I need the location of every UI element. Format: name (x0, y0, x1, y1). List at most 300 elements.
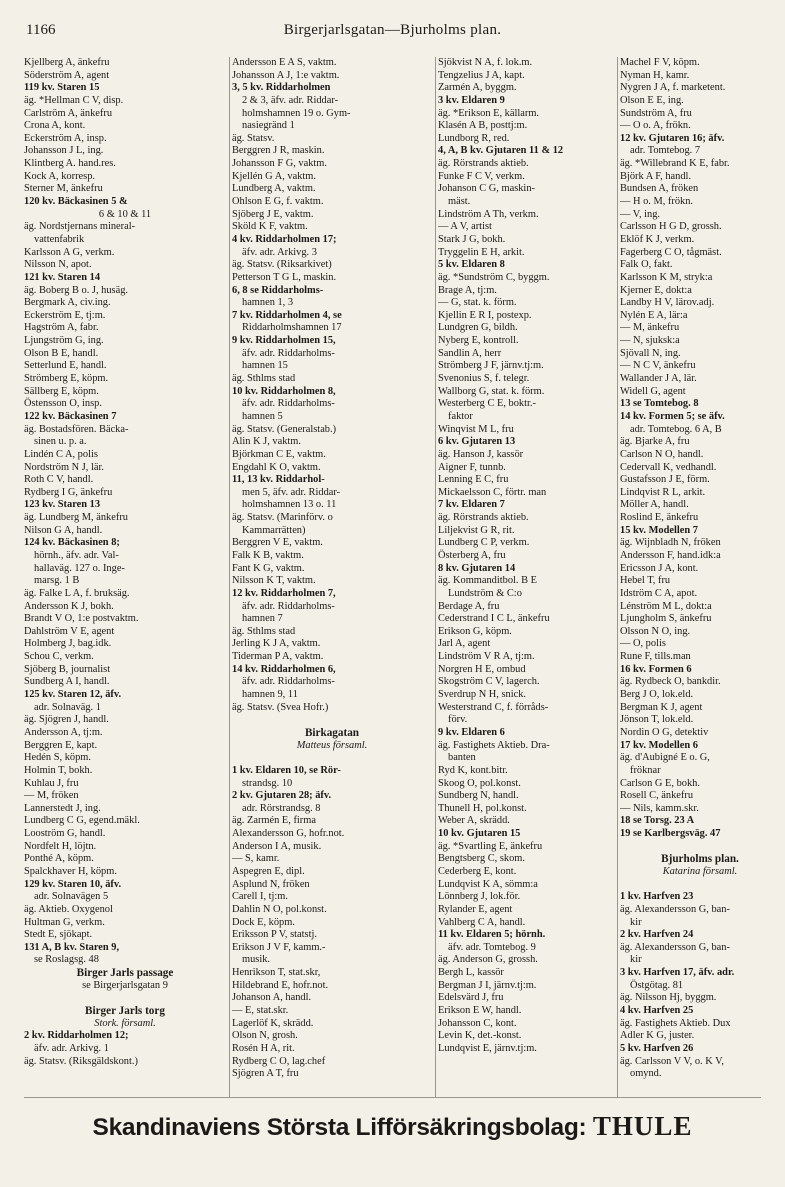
directory-entry: Skogström C V, lagerch. (438, 676, 540, 688)
directory-entry: Eckerström A, insp. (24, 132, 107, 144)
directory-entry: Levin K, det.-konst. (438, 1030, 522, 1042)
directory-entry: Carlsson H G D, grossh. (620, 221, 722, 233)
address-entry: 119 kv. Staren 15 (24, 82, 100, 94)
entry-continuation: kir (630, 954, 642, 966)
directory-entry: Ericsson J A, kont. (620, 562, 699, 574)
directory-entry: Nyberg E, kontroll. (438, 335, 519, 347)
advertisement-text: Skandinaviens Största Lifförsäkringsbolag: (92, 1114, 587, 1141)
entry-continuation: adr. Rörstrandsg. 8 (242, 802, 321, 814)
directory-entry: Östensson O, insp. (24, 398, 102, 410)
directory-entry: Norgren H E, ombud (438, 663, 526, 675)
directory-entry: Bergmark A, civ.ing. (24, 297, 111, 309)
entry-continuation: hörnh., äfv. adr. Val- (34, 549, 119, 561)
directory-entry: Andersson F, hand.idk:a (620, 549, 721, 561)
directory-entry: Andersson E A S, vaktm. (232, 57, 337, 68)
directory-entry: Weber A, skrädd. (438, 815, 510, 827)
directory-entry: äg. Fastighets Aktieb. Dux (620, 1017, 731, 1029)
directory-entry: Westerberg C E, boktr.- (438, 398, 536, 410)
directory-entry: Johansson C, kont. (438, 1017, 517, 1029)
directory-entry: Österberg A, fru (438, 549, 506, 561)
entry-continuation: men 5, äfv. adr. Riddar- (242, 486, 341, 498)
brand-name: THULE (592, 1111, 693, 1141)
directory-entry: Björkman C E, vaktm. (232, 448, 326, 460)
directory-entry: Sverdrup N H, snick. (438, 689, 527, 701)
directory-entry: äg. Rörstrands aktieb. (438, 512, 529, 524)
directory-entry (620, 879, 780, 892)
directory-entry: Alin K J, vaktm. (232, 436, 301, 448)
directory-entry: Hildebrand E, hofr.not. (232, 979, 329, 991)
directory-entry: Lundberg A, vaktm. (232, 183, 316, 195)
directory-entry: Kjellberg A, änkefru (24, 57, 110, 68)
entry-continuation: adr. Tomtebog. 6 A, B (630, 423, 722, 435)
directory-entry: äg. *Sundström C, byggm. (438, 271, 550, 283)
directory-entry: Zarmén A, byggm. (438, 82, 517, 94)
directory-entry: Sandlin A, herr (438, 347, 502, 359)
directory-entry: Cederstrand I C L, änkefru (438, 613, 550, 625)
parish-label: Stork. församl. (94, 1017, 156, 1029)
directory-entry: Hultman G, verkm. (24, 916, 105, 928)
directory-entry: — V, ing. (620, 208, 661, 220)
directory-entry: Sundberg A I, handl. (24, 676, 110, 688)
directory-entry: Ohlson E G, f. vaktm. (232, 196, 324, 208)
directory-entry: Lannerstedt J, ing. (24, 802, 101, 814)
directory-entry: äg. Sthlms stad (232, 373, 296, 385)
footer-divider (24, 1097, 761, 1098)
directory-entry: Lundgren G, bildh. (438, 322, 518, 334)
directory-entry: Andersson A, tj:m. (24, 726, 103, 738)
address-entry: 3 kv. Harfven 17, äfv. adr. (620, 967, 735, 979)
directory-entry: — N C V, änkefru (620, 360, 696, 372)
directory-entry: Wallborg G, stat. k. förm. (438, 385, 545, 397)
directory-entry: Bundsen A, fröken (620, 183, 699, 195)
directory-entry: Carlson N O, handl. (620, 448, 704, 460)
directory-entry: Falk O, fakt. (620, 259, 673, 271)
directory-entry: Kjerner E, dokt:a (620, 284, 692, 296)
directory-entry: Funke F C V, verkm. (438, 170, 525, 182)
directory-entry: — O o. A, frökn. (620, 120, 691, 132)
street-heading: Bjurholms plan. (661, 853, 739, 866)
directory-entry: Nilson G A, handl. (24, 524, 103, 536)
directory-entry: Idström C A, apot. (620, 587, 698, 599)
directory-entry: Rylander E, agent (438, 903, 513, 915)
entry-continuation: hamnen 1, 3 (242, 297, 294, 309)
directory-entry: Sundström A, fru (620, 107, 692, 119)
directory-entry: — M, änkefru (620, 322, 680, 334)
directory-entry: Setterlund E, handl. (24, 360, 107, 372)
directory-entry: Eklöf K J, verkm. (620, 233, 695, 245)
directory-entry: Lundqvist E, järnv.tj:m. (438, 1042, 537, 1054)
address-entry: 12 kv. Riddarholmen 7, (232, 587, 336, 599)
entry-continuation: hallaväg. 127 o. Inge- (34, 562, 125, 574)
entry-continuation: musik. (242, 954, 271, 966)
entry-continuation: hamnen 7 (242, 613, 283, 625)
directory-entry: Landby H V, lärov.adj. (620, 297, 715, 309)
directory-entry: Bergh L, kassör (438, 967, 504, 979)
column-2 (232, 57, 432, 1081)
directory-entry: Aigner F, tunnb. (438, 461, 506, 473)
address-entry: 6 kv. Gjutaren 13 (438, 436, 516, 448)
directory-entry: Nilsson K T, vaktm. (232, 575, 316, 587)
directory-entry: — H o. M, frökn. (620, 196, 694, 208)
directory-entry (232, 752, 432, 765)
directory-entry: äg. *Erikson E, källarm. (438, 107, 539, 119)
directory-entry: Olson E E, ing. (620, 94, 684, 106)
directory-entry: Petterson T G L, maskin. (232, 271, 337, 283)
directory-entry: Aspegren E, dipl. (232, 866, 305, 877)
directory-entry: äg. Rörstrands aktieb. (438, 158, 529, 170)
directory-entry: Carell I, tj:m. (232, 891, 288, 903)
address-entry: 11 kv. Eldaren 5; hörnh. (438, 929, 546, 941)
column-1 (24, 57, 226, 1068)
directory-entry: Bengtsberg C, skom. (438, 853, 525, 865)
directory-entry: äg. Anderson G, grossh. (438, 954, 538, 966)
entry-continuation: äfv. adr. Arkivg. 3 (242, 246, 317, 258)
directory-entry: äg. Nordstjernans mineral- (24, 221, 136, 233)
directory-entry: Söderström A, agent (24, 69, 110, 81)
directory-entry: Sjöberg B, journalist (24, 663, 111, 675)
directory-entry: Adler K G, juster. (620, 1030, 695, 1042)
directory-entry: Lundborg R, red. (438, 132, 510, 144)
entry-continuation: 6 & 10 & 11 (98, 208, 152, 220)
address-entry: 11, 13 kv. Riddarhol- (232, 474, 325, 486)
directory-entry: Fagerberg C O, tågmäst. (620, 246, 722, 258)
directory-entry: äg. Carlsson V V, o. K V, (620, 1055, 724, 1067)
address-entry: 131 A, B kv. Staren 9, (24, 941, 120, 953)
directory-entry: — M, fröken (24, 790, 79, 802)
directory-entry: Carlson G E, bokh. (620, 777, 700, 789)
directory-entry: Roth C V, handl. (24, 474, 94, 486)
address-entry: 2 kv. Harfven 24 (620, 929, 694, 941)
directory-entry: Lundberg C P, verkm. (438, 537, 530, 549)
directory-entry: Johanson A, handl. (232, 992, 312, 1004)
address-entry: 5 kv. Eldaren 8 (438, 259, 505, 271)
directory-entry: Westerstrand C, f. förråds- (438, 701, 549, 713)
directory-entry: äg. Statsv. (Marinförv. o (232, 512, 333, 524)
entry-continuation: hamnen 5 (242, 410, 283, 422)
street-heading: Birger Jarls passage (76, 967, 174, 980)
directory-entry: Björk A F, handl. (620, 170, 692, 182)
directory-entry: Olson B E, handl. (24, 347, 99, 359)
directory-entry: äg. Sjögren J, handl. (24, 714, 109, 726)
entry-continuation: kir (630, 916, 642, 928)
entry-continuation: äfv. adr. Riddarholms- (242, 347, 335, 359)
entry-continuation: 2 & 3, äfv. adr. Riddar- (242, 94, 339, 106)
column-4 (620, 57, 780, 1081)
directory-entry: Roslind E, änkefru (620, 512, 699, 524)
address-entry: 15 kv. Modellen 7 (620, 524, 698, 536)
address-entry: 6, 8 se Riddarholms- (232, 284, 324, 296)
directory-entry: — E, stat.skr. (232, 1005, 289, 1017)
directory-entry: äg. *Hellman C V, disp. (24, 94, 124, 106)
directory-entry: Berggren V E, vaktm. (232, 537, 323, 549)
page-number: 1166 (26, 22, 56, 38)
address-entry: 2 kv. Riddarholmen 12; (24, 1030, 129, 1042)
entry-continuation: se Birgerjarlsgatan 9 (82, 979, 168, 991)
directory-entry: Ryd K, kont.bitr. (438, 764, 508, 776)
directory-entry: Looström G, handl. (24, 828, 106, 840)
directory-entry: äg. Fastighets Aktieb. Dra- (438, 739, 550, 751)
directory-entry: äg. Sthlms stad (232, 625, 296, 637)
entry-continuation: adr. Solnaväg. 1 (34, 701, 101, 713)
directory-entry: Asplund N, fröken (232, 878, 310, 890)
directory-entry: Sköld K F, vaktm. (232, 221, 308, 233)
address-entry: 17 kv. Modellen 6 (620, 739, 698, 751)
directory-entry: äg. Bjarke A, fru (620, 436, 690, 448)
directory-entry: Stark J G, bokh. (438, 233, 506, 245)
directory-entry: Machel F V, köpm. (620, 57, 700, 68)
parish-label: Katarina församl. (662, 866, 738, 877)
entry-continuation: adr. Solnavägen 5 (34, 891, 109, 903)
directory-entry: äg. Statsv. (Riksarkivet) (232, 259, 332, 271)
directory-entry: Sjövall N, ing. (620, 347, 681, 359)
directory-entry: äg. Alexandersson G, ban- (620, 903, 730, 915)
directory-entry: — A V, artist (438, 221, 492, 233)
directory-entry: Strömberg E, köpm. (24, 373, 109, 385)
directory-entry (24, 992, 226, 1005)
directory-entry: äg. Statsv. (Generalstab.) (232, 423, 337, 435)
directory-entry: Winqvist M L, fru (438, 423, 514, 435)
entry-continuation: äfv. adr. Riddarholms- (242, 600, 335, 612)
directory-entry: Nylén E A, lär:a (620, 309, 688, 321)
entry-continuation: se Roslagsg. 48 (34, 954, 99, 966)
directory-entry: äg. Hanson J, kassör (438, 448, 524, 460)
address-entry: 5 kv. Harfven 26 (620, 1042, 694, 1054)
entry-continuation: adr. Tomtebog. 7 (630, 145, 701, 157)
directory-entry: äg. Lundberg M, änkefru (24, 512, 128, 524)
entry-continuation: Lundström & C:o (448, 587, 522, 599)
address-entry: 9 kv. Riddarholmen 15, (232, 335, 336, 347)
directory-entry: Sjöberg J E, vaktm. (232, 208, 314, 220)
directory-entry: äg. Wijnbladh N, fröken (620, 537, 721, 549)
directory-entry: Schou C, verkm. (24, 651, 94, 663)
directory-entry: Edelsvärd J, fru (438, 992, 504, 1004)
directory-entry: Lönnberg J, lok.för. (438, 891, 521, 903)
directory-entry: Jarl A, agent (438, 638, 491, 650)
address-entry: 4 kv. Riddarholmen 17; (232, 233, 337, 245)
directory-entry: Lindén C A, polis (24, 448, 98, 460)
directory-entry: Nyman H, kamr. (620, 69, 690, 81)
directory-entry: Brage A, tj:m. (438, 284, 497, 296)
address-entry: 4, A, B kv. Gjutaren 11 & 12 (438, 145, 564, 157)
directory-entry: Gustafsson J E, förm. (620, 474, 710, 486)
directory-entry: Eriksson P V, statstj. (232, 929, 317, 941)
directory-entry: Ljungholm S, änkefru (620, 613, 712, 625)
directory-entry: — N, sjuksk:a (620, 335, 680, 347)
directory-entry: Kjellén G A, vaktm. (232, 170, 316, 182)
entry-continuation: Kammarrätten) (242, 524, 306, 536)
directory-entry: Johansson F G, vaktm. (232, 158, 327, 170)
directory-entry: Wallander J A, lär. (620, 373, 697, 385)
address-entry: 7 kv. Eldaren 7 (438, 499, 505, 511)
entry-continuation: faktor (448, 410, 473, 422)
parish-label: Matteus församl. (296, 739, 368, 751)
address-entry: 18 se Torsg. 23 A (620, 815, 695, 827)
directory-entry: Cedervall K, vedhandl. (620, 461, 717, 473)
entry-continuation: äfv. adr. Tomtebog. 9 (448, 941, 536, 953)
entry-continuation: förv. (448, 714, 468, 726)
directory-entry: Lindström V R A, tj:m. (438, 651, 535, 663)
advertisement-banner (24, 1102, 761, 1150)
directory-entry: Klasén A B, posttj:m. (438, 120, 528, 132)
directory-entry: Bergman K J, agent (620, 701, 703, 713)
directory-entry: Ljungström G, ing. (24, 335, 104, 347)
directory-entry: Erikson J V F, kamm.- (232, 941, 326, 953)
directory-entry: Johansson J L, ing. (24, 145, 104, 157)
directory-entry: Lénström M L, dokt:a (620, 600, 712, 612)
address-entry: 9 kv. Eldaren 6 (438, 726, 505, 738)
directory-entry: Kock A, korresp. (24, 170, 95, 182)
directory-entry: Berg J O, lok.eld. (620, 689, 694, 701)
directory-entry: Brandt V O, 1:e postvaktm. (24, 613, 139, 625)
address-entry: 3, 5 kv. Riddarholmen (232, 82, 331, 94)
directory-entry: äg. *Willebrand K E, fabr. (620, 158, 730, 170)
entry-continuation: vattenfabrik (34, 233, 85, 245)
entry-continuation: hamnen 9, 11 (242, 689, 298, 701)
directory-entry: Eckerström E, tj:m. (24, 309, 106, 321)
directory-entry: Olsson N O, ing. (620, 625, 691, 637)
address-entry: 125 kv. Staren 12, äfv. (24, 689, 122, 701)
directory-entry: äg. Rydbeck O, bankdir. (620, 676, 721, 688)
entry-continuation: omynd. (630, 1068, 662, 1080)
directory-entry: Karlsson K M, stryk:a (620, 271, 713, 283)
directory-entry: Rydberg I G, änkefru (24, 486, 113, 498)
directory-entry: Falk K B, vaktm. (232, 549, 304, 561)
column-divider (435, 57, 436, 1097)
address-entry: 4 kv. Harfven 25 (620, 1005, 694, 1017)
directory-entry: Bergman J I, järnv.tj:m. (438, 979, 537, 991)
directory-entry: Jönson T, lok.eld. (620, 714, 694, 726)
directory-entry: Sjögren A T, fru (232, 1068, 299, 1080)
directory-entry: äg. Boberg B o. J, husäg. (24, 284, 128, 296)
entry-continuation: äfv. adr. Arkivg. 1 (34, 1042, 109, 1054)
entry-continuation: holmshamnen 13 o. 11 (242, 499, 337, 511)
directory-entry: — G, stat. k. förm. (438, 297, 517, 309)
directory-entry: Mickaelsson C, förtr. man (438, 486, 547, 498)
directory-entry: Spalckhaver H, köpm. (24, 866, 117, 877)
directory-entry: Vahlberg C A, handl. (438, 916, 526, 928)
entry-continuation: Östgötag. 81 (630, 979, 684, 991)
directory-entry: Strömberg J F, järnv.tj:m. (438, 360, 544, 372)
directory-entry: Kjellin E R I, postexp. (438, 309, 532, 321)
directory-entry (232, 714, 432, 727)
directory-entry: Berggren E, kapt. (24, 739, 98, 751)
page-header (24, 20, 761, 52)
address-entry: 1 kv. Eldaren 10, se Rör- (232, 764, 341, 776)
directory-entry: Nordström N J, lär. (24, 461, 104, 473)
directory-entry: Rosell C, änkefru (620, 790, 694, 802)
address-entry: 1 kv. Harfven 23 (620, 891, 694, 903)
address-entry: 3 kv. Eldaren 9 (438, 94, 505, 106)
directory-entry: Tengzelius J A, kapt. (438, 69, 525, 81)
directory-entry: äg. Alexandersson G, ban- (620, 941, 730, 953)
directory-entry: — O, polis (620, 638, 666, 650)
column-divider (229, 57, 230, 1097)
directory-entry: Johanson C G, maskin- (438, 183, 535, 195)
directory-entry: Ponthé A, köpm. (24, 853, 94, 865)
directory-entry: Johansson A J, 1:e vaktm. (232, 69, 340, 81)
directory-entry: Berdage A, fru (438, 600, 500, 612)
directory-entry: Carlström A, änkefru (24, 107, 113, 119)
directory-entry: Lindström A Th, verkm. (438, 208, 539, 220)
directory-entry: Olson N, grosh. (232, 1030, 298, 1042)
directory-entry: Hedén S, köpm. (24, 752, 91, 764)
directory-entry: Anderson I A, musik. (232, 840, 322, 852)
directory-entry: Lundberg C G, egend.mäkl. (24, 815, 140, 827)
address-entry: 14 kv. Riddarholmen 6, (232, 663, 336, 675)
directory-entry: Dahlin N O, pol.konst. (232, 903, 327, 915)
directory-entry: äg. Bostadsfören. Bäcka- (24, 423, 129, 435)
directory-entry: Engdahl K O, vaktm. (232, 461, 321, 473)
page-title: Birgerjarlsgatan—Bjurholms plan. (283, 22, 502, 38)
directory-entry: Tryggelin E H, arkit. (438, 246, 525, 258)
directory-entry: äg. Statsv. (Svea Hofr.) (232, 701, 329, 713)
directory-entry: Andersson K J, bokh. (24, 600, 114, 612)
entry-continuation: fröknar (630, 764, 661, 776)
directory-entry: Liljekvist G R, rit. (438, 524, 515, 536)
directory-entry: Tiderman P A, vaktm. (232, 651, 324, 663)
directory-entry: Sällberg E, köpm. (24, 385, 99, 397)
entry-continuation: äfv. adr. Riddarholms- (242, 676, 335, 688)
directory-entry: Lagerlöf K, skrädd. (232, 1017, 314, 1029)
address-entry: 129 kv. Staren 10, äfv. (24, 878, 122, 890)
street-heading: Birkagatan (304, 726, 360, 739)
directory-entry: Berggren J R, maskin. (232, 145, 325, 157)
directory-entry: Fant K G, vaktm. (232, 562, 305, 574)
directory-entry: äg. Statsv. (Riksgäldskont.) (24, 1055, 138, 1067)
directory-entry: Nilsson N, apot. (24, 259, 92, 271)
address-entry: 8 kv. Gjutaren 14 (438, 562, 516, 574)
directory-entry: äg. Kommanditbol. B E (438, 575, 537, 587)
directory-entry: Cederberg E, kont. (438, 866, 517, 877)
directory-entry: Nordin O G, detektiv (620, 726, 709, 738)
directory-entry: Karlsson A G, verkm. (24, 246, 115, 258)
entry-continuation: holmshamnen 19 o. Gym- (242, 107, 351, 119)
directory-entry: Dock E, köpm. (232, 916, 295, 928)
directory-entry: — Nils, kamm.skr. (620, 802, 699, 814)
street-heading: Birger Jarls torg (85, 1005, 165, 1018)
directory-entry: Kuhlau J, fru (24, 777, 79, 789)
entry-continuation: Riddarholmshamnen 17 (242, 322, 342, 334)
address-entry: 16 kv. Formen 6 (620, 663, 692, 675)
directory-entry: Sjökvist N A, f. lok.m. (438, 57, 533, 68)
directory-entry: Rune F, tills.man (620, 651, 691, 663)
address-entry: 121 kv. Staren 14 (24, 271, 101, 283)
directory-entry: Henrikson T, stat.skr, (232, 967, 321, 979)
directory-entry: Skoog O, pol.konst. (438, 777, 521, 789)
directory-entry: Stedt E, sjökapt. (24, 929, 93, 941)
address-entry: 120 kv. Bäckasinen 5 & (24, 196, 128, 208)
entry-continuation: äfv. adr. Riddarholms- (242, 398, 335, 410)
directory-entry: äg. Zarmén E, firma (232, 815, 316, 827)
directory-entry: Widell G, agent (620, 385, 686, 397)
directory-entry: äg. Falke L A, f. bruksäg. (24, 587, 130, 599)
directory-entry: Svenonius S, f. telegr. (438, 373, 530, 385)
address-entry: 13 se Tomtebog. 8 (620, 398, 699, 410)
directory-entry: Lindqvist R L, arkit. (620, 486, 706, 498)
address-entry: 14 kv. Formen 5; se äfv. (620, 410, 725, 422)
directory-entry: Thunell H, pol.konst. (438, 802, 527, 814)
address-entry: 123 kv. Staren 13 (24, 499, 101, 511)
directory-entry: Holmberg J, bag.idk. (24, 638, 112, 650)
directory-entry: Nygren J A, f. marketent. (620, 82, 726, 94)
address-entry: 19 se Karlbergsväg. 47 (620, 828, 721, 840)
directory-entry: äg. *Svartling E, änkefru (438, 840, 543, 852)
directory-entry: Klintberg A. hand.res. (24, 158, 116, 170)
directory-entry: äg. d'Aubigné E o. G, (620, 752, 710, 764)
address-entry: 2 kv. Gjutaren 28; äfv. (232, 790, 332, 802)
entry-continuation: nasiegränd 1 (242, 120, 295, 132)
directory-entry: äg. Nilsson Hj, byggm. (620, 992, 717, 1004)
